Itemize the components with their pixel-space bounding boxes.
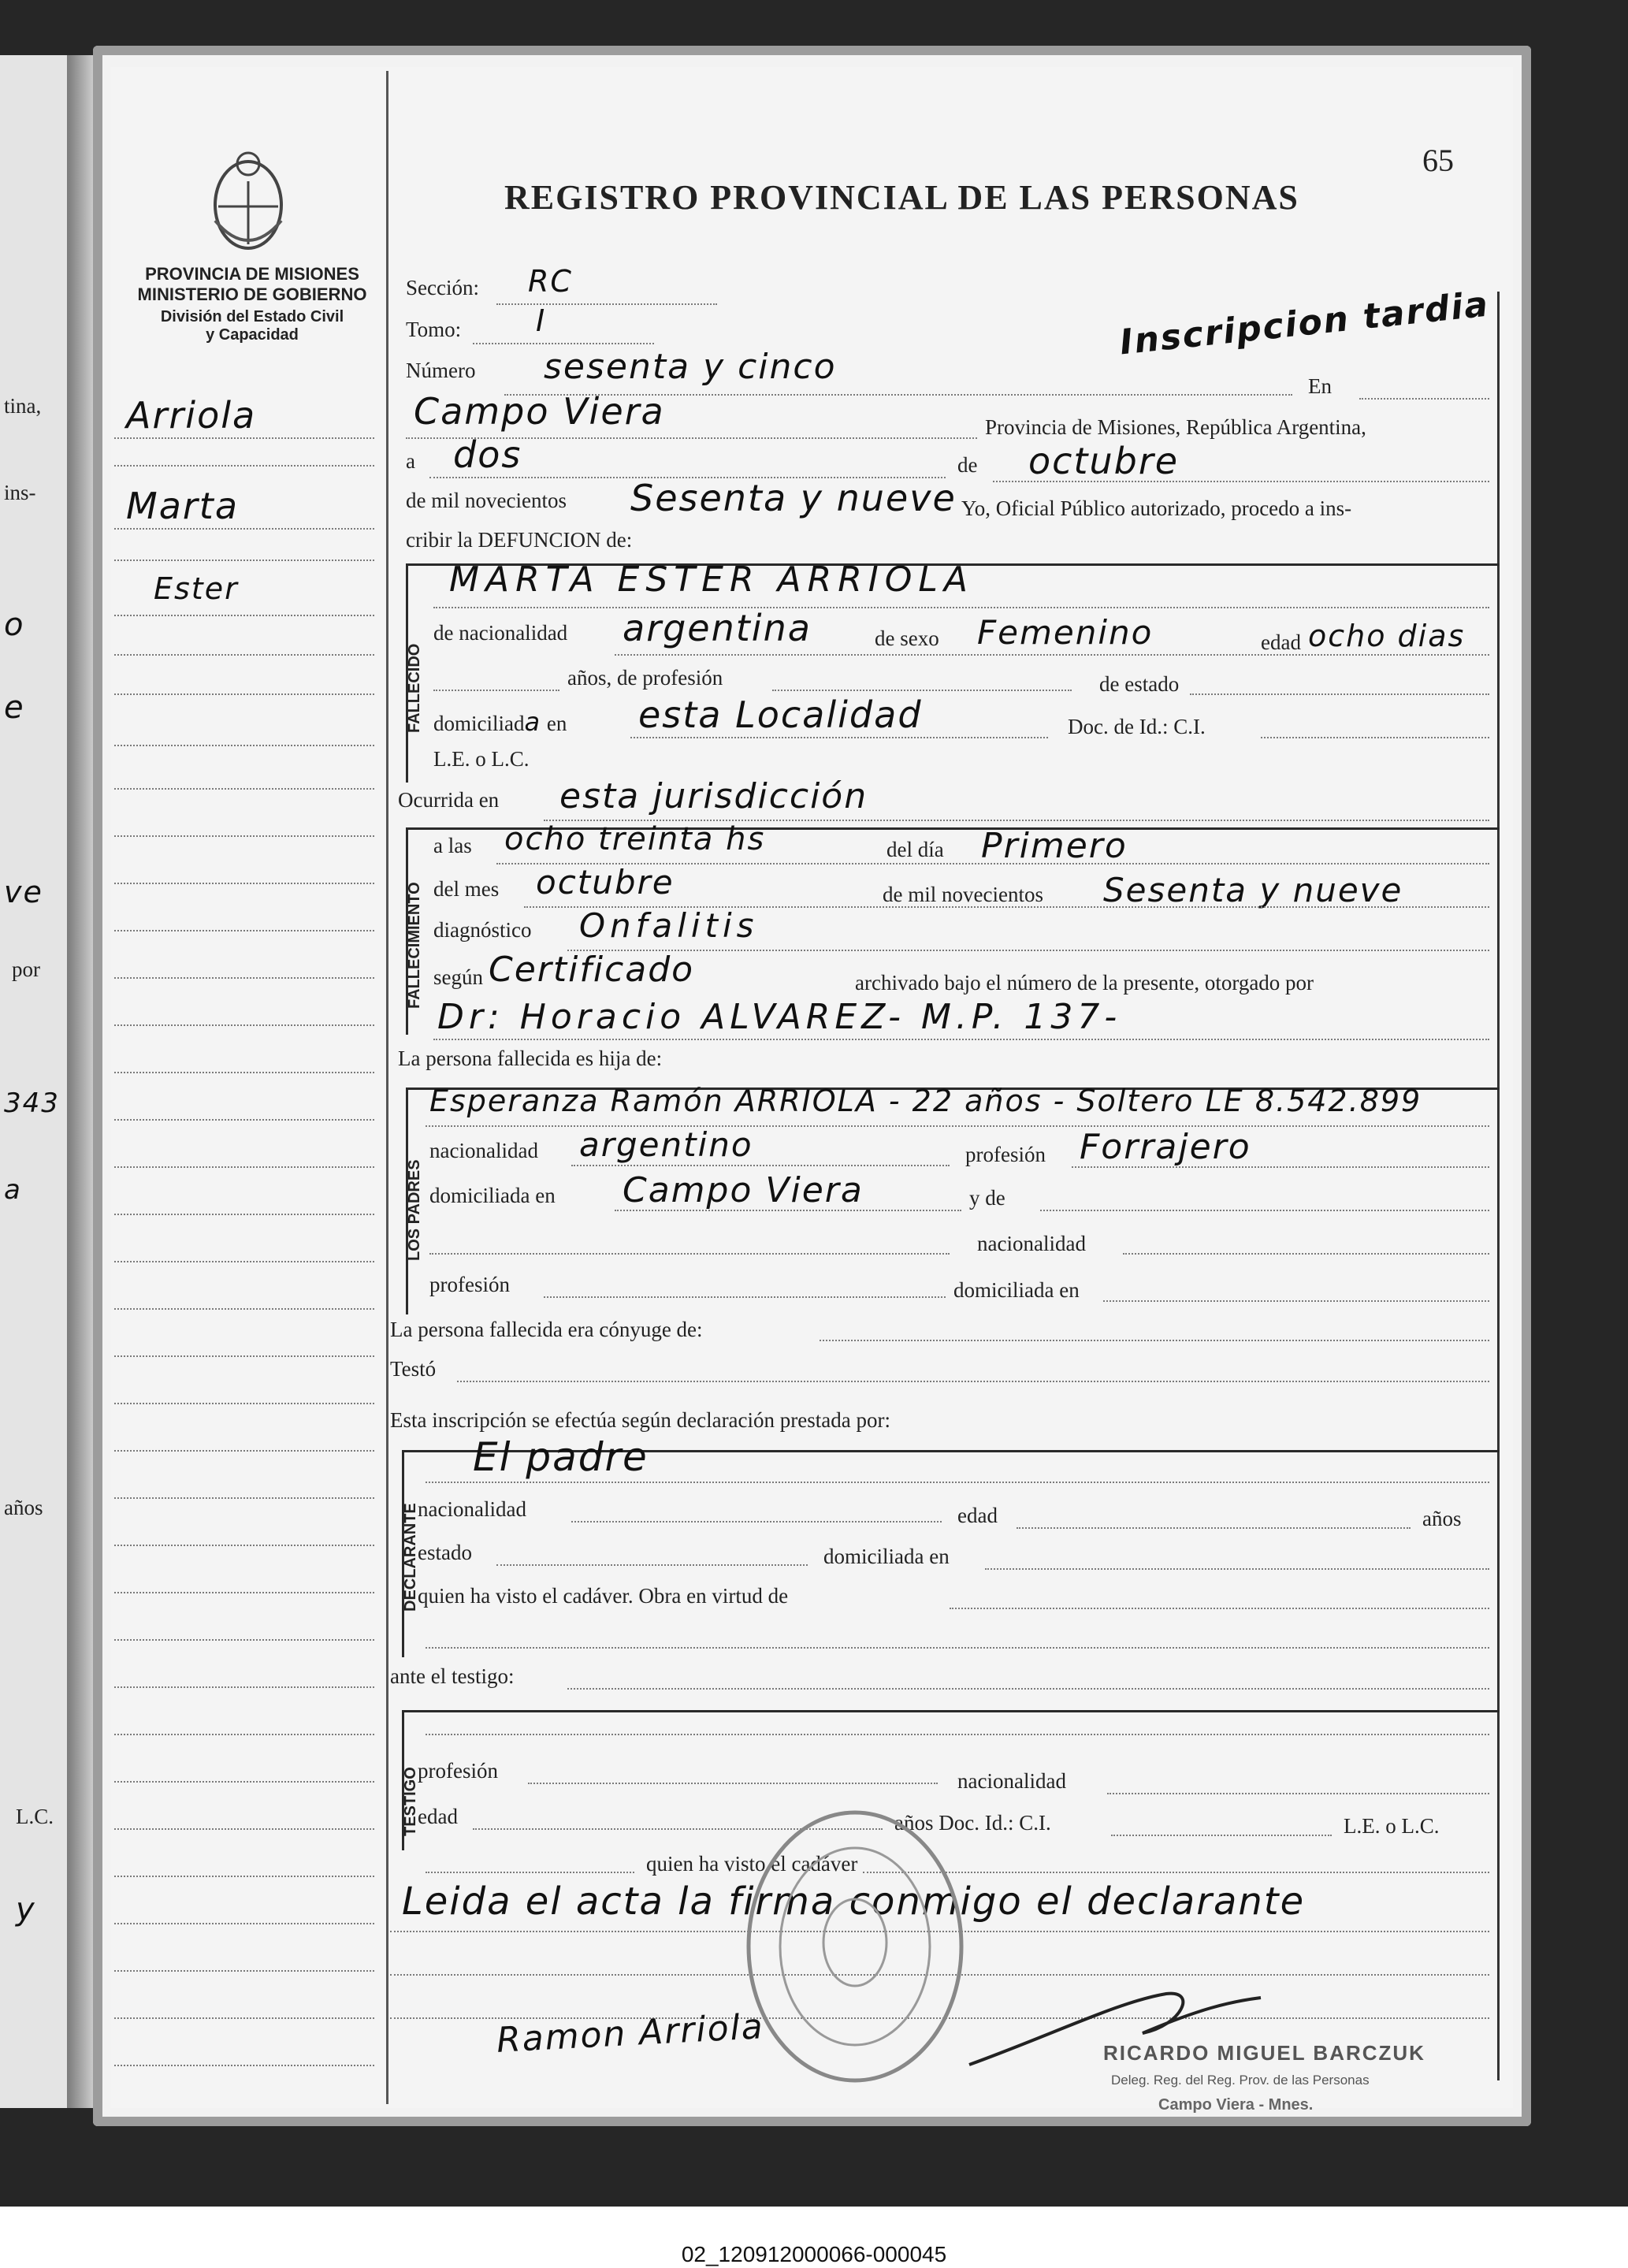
en-line [1359, 398, 1489, 400]
sexo-label: de sexo [875, 626, 939, 650]
margin-middlename: Ester [154, 571, 239, 606]
testigo-profesion-line [528, 1783, 938, 1784]
leida-text: Leida el acta la firma conmigo el declarante [402, 1879, 1306, 1924]
a-las-label: a las [433, 834, 472, 857]
testigo-nacionalidad-line [1107, 1793, 1489, 1794]
provincia-label: Provincia de Misiones, República Argentina, [985, 415, 1366, 439]
left-fragment-8: a [4, 1174, 22, 1206]
mes-fallec-value: octubre [536, 863, 675, 902]
domiciliado-text: domiciliad [433, 712, 525, 735]
testigo-doc-line [1111, 1835, 1332, 1836]
ocurrida-value: esta jurisdicción [559, 776, 868, 816]
tomo-value: I [536, 303, 547, 338]
padre-domiciliada-label: domiciliada en [429, 1184, 556, 1207]
testigo-edad-label: edad [418, 1805, 458, 1828]
medico-line [433, 1039, 1489, 1040]
declarante-line-2 [426, 1647, 1489, 1649]
official-place: Campo Viera - Mnes. [1158, 2096, 1314, 2114]
conyuge-label: La persona fallecida era cónyuge de: [390, 1318, 703, 1341]
anio-value: Sesenta y nueve [630, 477, 957, 519]
nacionalidad-label: de nacionalidad [433, 621, 568, 645]
dia-fallec-value: Primero [981, 826, 1128, 866]
madre-domiciliada-label: domiciliada en [953, 1278, 1080, 1302]
official-round-seal [741, 1805, 969, 2088]
margin-rule [386, 71, 388, 2104]
estado-line [1190, 693, 1489, 695]
left-fragment-7: 343 [4, 1088, 60, 1119]
diagnostico-value: Onfalitis [579, 906, 759, 945]
de-mil2-label: de mil novecientos [883, 883, 1043, 906]
declarante-estado-line [496, 1564, 808, 1566]
medico-value: Dr: Horacio ALVAREZ- M.P. 137- [437, 997, 1122, 1037]
anos-profesion-label: años, de profesión [567, 666, 723, 690]
issuer-ministry: MINISTERIO DE GOBIERNO [137, 284, 367, 304]
declarante-edad-line [1017, 1527, 1411, 1529]
fallecido-side-label: FALLECIDO [406, 643, 423, 733]
sexo-value: Femenino [977, 613, 1154, 652]
madre-line-2 [429, 1253, 950, 1255]
declarante-domiciliada-label: domiciliada en [823, 1545, 950, 1568]
padre-profesion-value: Forrajero [1080, 1127, 1251, 1167]
declarante-domicilio-line [985, 1568, 1489, 1570]
left-fragment-1: tina, [4, 394, 42, 418]
segun-label: según [433, 965, 483, 989]
padres-section [406, 1088, 1500, 1314]
ante-testigo-label: ante el testigo: [390, 1664, 515, 1688]
domiciliado-suffix: a [524, 707, 542, 737]
declarante-signature: Ramon Arriola [495, 2006, 765, 2061]
doc-line [1261, 737, 1489, 738]
left-fragment-2: ins- [4, 481, 36, 504]
issuer-block [118, 264, 386, 344]
tomo-line [473, 343, 654, 344]
lugar-value: Campo Viera [414, 390, 665, 433]
en-label: En [1308, 374, 1332, 398]
fallecimiento-side-label: FALLECIMIENTO [406, 882, 423, 1009]
madre-line [1040, 1210, 1489, 1211]
le-lc-label: L.E. o L.C. [433, 747, 530, 771]
de-label: de [957, 453, 978, 477]
hija-label: La persona fallecida es hija de: [398, 1047, 663, 1070]
doc-label: Doc. de Id.: C.I. [1068, 715, 1206, 738]
padre-domicilio-value: Campo Viera [623, 1170, 864, 1210]
edad-label: edad [1261, 630, 1301, 654]
page-number: 65 [1422, 143, 1454, 178]
oficial-label: Yo, Oficial Público autorizado, procedo a ins- [961, 496, 1352, 520]
testigo-doc-label: años Doc. Id.: C.I. [894, 1811, 1051, 1835]
page-title: REGISTRO PROVINCIAL DE LAS PERSONAS [504, 178, 1299, 217]
ocurrida-label: Ocurrida en [398, 788, 500, 812]
testigo-side-label: TESTIGO [402, 1767, 419, 1836]
madre-profesion-label: profesión [429, 1273, 510, 1296]
left-fragment-11: y [16, 1891, 36, 1928]
testigo-name-line [426, 1734, 1489, 1735]
y-de-label: y de [969, 1186, 1005, 1210]
margin-surname: Arriola [126, 394, 257, 437]
testigo-le-label: L.E. o L.C. [1344, 1814, 1440, 1838]
left-fragment-6: por [12, 957, 40, 981]
seccion-line [496, 303, 717, 305]
padre-nacionalidad-line [571, 1165, 950, 1166]
conyuge-line [820, 1340, 1489, 1341]
declarante-nacionalidad-line [571, 1521, 942, 1523]
domicilio-line [630, 737, 1048, 738]
cribir-label: cribir la DEFUNCION de: [406, 528, 633, 552]
declarante-nacionalidad-label: nacionalidad [418, 1497, 526, 1521]
archivado-label: archivado bajo el número de la presente, otorgado por [855, 971, 1314, 995]
declarante-anos-label: años [1422, 1507, 1462, 1530]
fallecido-name-line [433, 607, 1489, 608]
declarante-visto-label: quien ha visto el cadáver. Obra en virtud de [418, 1584, 789, 1608]
left-page [0, 55, 67, 2108]
mes-value: octubre [1028, 440, 1180, 482]
padres-side-label: LOS PADRES [406, 1159, 423, 1261]
padre-value: Esperanza Ramón ARRIOLA - 22 años - Soltero LE 8.542.899 [429, 1084, 1422, 1118]
tomo-label: Tomo: [406, 318, 462, 341]
declarante-value: El padre [473, 1434, 649, 1480]
fallecido-name: MARTA ESTER ARRIOLA [449, 560, 974, 600]
hora-value: ocho treinta hs [504, 821, 766, 857]
declarante-edad-label: edad [957, 1504, 998, 1527]
diagnostico-line [567, 950, 1489, 951]
domiciliado-label [433, 707, 567, 737]
anos-line [433, 690, 559, 691]
numero-label: Número [406, 359, 476, 382]
nacionalidad-value: argentina [623, 607, 812, 649]
coat-of-arms-seal [201, 142, 295, 260]
testigo-nacionalidad-label: nacionalidad [957, 1769, 1066, 1793]
de-mil-label: de mil novecientos [406, 489, 567, 512]
seccion-label: Sección: [406, 276, 479, 299]
declarante-estado-label: estado [418, 1541, 472, 1564]
margin-firstname: Marta [126, 485, 240, 527]
padre-nacionalidad-label: nacionalidad [429, 1139, 538, 1162]
testigo-visto-label: quien ha visto el cadáver [646, 1852, 858, 1876]
testigo-profesion-label: profesión [418, 1759, 498, 1783]
late-registration-stamp: Inscripcion tardia [1117, 284, 1492, 363]
declarante-side-label: DECLARANTE [402, 1503, 419, 1612]
issuer-province: PROVINCIA DE MISIONES [145, 264, 359, 284]
madre-domicilio-line [1103, 1300, 1489, 1302]
left-fragment-10: L.C. [16, 1805, 54, 1828]
left-fragment-5: ve [4, 875, 43, 909]
seccion-value: RC [528, 264, 573, 299]
testo-line [457, 1381, 1489, 1382]
domiciliado-en: en [546, 712, 567, 735]
segun-value: Certificado [489, 950, 695, 990]
ante-testigo-line [567, 1688, 1489, 1690]
image-id-caption: 02_120912000066-000045 [681, 2242, 947, 2266]
issuer-division: División del Estado Civil [160, 308, 344, 325]
edad-value: ocho dias [1308, 619, 1466, 653]
issuer-capacity: y Capacidad [206, 326, 299, 344]
anio-fallec-value: Sesenta y nueve [1103, 871, 1403, 909]
numero-value: sesenta y cinco [544, 347, 837, 387]
a-label: a [406, 449, 415, 473]
official-name: RICARDO MIGUEL BARCZUK [1103, 2041, 1425, 2065]
padre-nacionalidad-value: argentino [579, 1125, 753, 1164]
nacionalidad-line [615, 654, 1489, 656]
del-dia-label: del día [886, 838, 944, 861]
padre-domicilio-line [615, 1210, 961, 1211]
estado-label: de estado [1099, 672, 1180, 696]
declarante-line [426, 1482, 1489, 1483]
official-role: Deleg. Reg. del Reg. Prov. de las Personas [1111, 2073, 1370, 2088]
left-fragment-3: o [4, 607, 25, 643]
testo-label: Testó [390, 1357, 437, 1381]
inscripcion-label: Esta inscripción se efectúa según declaración prestada por: [390, 1408, 890, 1432]
madre-profesion-line [544, 1296, 946, 1298]
testigo-visto-line-a [426, 1872, 634, 1873]
domicilio-value: esta Localidad [638, 693, 923, 736]
padre-profesion-line [1072, 1166, 1489, 1168]
left-fragment-9: años [4, 1496, 43, 1519]
left-fragment-4: e [4, 690, 25, 726]
madre-nacionalidad-label: nacionalidad [977, 1232, 1086, 1255]
mes-line [993, 481, 1489, 482]
declarante-visto-line [950, 1608, 1489, 1609]
profesion-line [772, 690, 1072, 691]
dia-value: dos [453, 433, 522, 476]
padre-profesion-label: profesión [965, 1143, 1046, 1166]
diagnostico-label: diagnóstico [433, 918, 532, 942]
madre-nacionalidad-line [1123, 1253, 1489, 1255]
del-mes-label: del mes [433, 877, 500, 901]
